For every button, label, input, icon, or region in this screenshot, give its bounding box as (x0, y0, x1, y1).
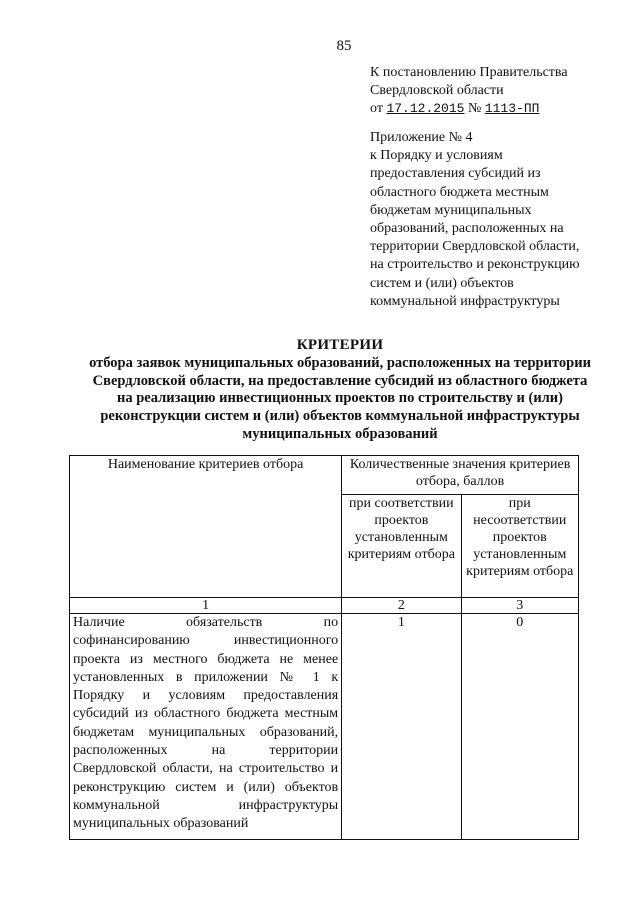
appendix-line: бюджетам муниципальных (370, 202, 532, 218)
column-number: 2 (342, 598, 461, 614)
appendix-line: к Порядку и условиям (370, 148, 503, 164)
appendix-block (370, 129, 620, 311)
criterion-text: Наличие обязательств по софинансированию инвестиционного проекта из местного бюджета не менее установленных в приложении № 1 к Порядку и условиям предоставления субсидий из областного бюджета местным бюджетам муниципальных образований, расположенных на территории Свердловской области, на строительство и реконструкцию систем и (или) объектов коммунальной инфраструктуры муниципальных образований (70, 614, 342, 840)
title-line: отбора заявок муниципальных образований, расположенных на территории (89, 354, 591, 371)
appendix-line: территории Свердловской области, (370, 239, 580, 255)
table-header-row (70, 456, 579, 495)
appendix-line: предоставления субсидий из (370, 166, 541, 182)
appendix-title: Приложение № 4 (370, 130, 473, 145)
decree-date-line (370, 100, 620, 118)
appendix-line: систем и (или) объектов (370, 275, 514, 291)
column-numbers-row (70, 598, 579, 614)
appendix-line: коммунальной инфраструктуры (370, 293, 560, 309)
title-line: на реализацию инвестиционных проектов по строительству и (или) (117, 390, 563, 407)
nomatch-value: 0 (461, 614, 578, 840)
title-line: муниципальных образований (242, 425, 438, 442)
header-criteria-name: Наименование критериев отбора (70, 456, 342, 598)
title-line: реконструкции систем и (или) объектов коммунальной инфраструктуры (100, 408, 580, 425)
appendix-line: образований, расположенных на (370, 221, 564, 237)
decree-reference (370, 64, 620, 118)
number-label: № (467, 101, 482, 116)
header-values: Количественные значения критериев отбора, баллов (342, 456, 579, 495)
document-title (60, 337, 620, 444)
title-line: Свердловской области, на предоставление субсидий из областного бюджета (92, 372, 588, 389)
title-heading: КРИТЕРИИ (296, 337, 384, 353)
decree-date: 17.12.2015 (386, 101, 465, 116)
header-match: при соответствии проектов установленным критериям отбора (342, 495, 461, 598)
decree-line-2: Свердловской области (370, 83, 504, 98)
decree-number: 1113-ПП (484, 101, 540, 116)
decree-line-1: К постановлению Правительства (370, 65, 568, 80)
table-row (70, 614, 579, 840)
appendix-line: на строительство и реконструкцию (370, 257, 580, 273)
from-label: от (370, 101, 383, 116)
page-number: 85 (336, 38, 352, 54)
column-number: 3 (461, 598, 578, 614)
appendix-line: областного бюджета местным (370, 184, 549, 200)
column-number: 1 (70, 598, 342, 614)
criteria-table (69, 455, 579, 840)
header-nomatch: при несоответствии проектов установленным критериям отбора (461, 495, 578, 598)
match-value: 1 (342, 614, 461, 840)
